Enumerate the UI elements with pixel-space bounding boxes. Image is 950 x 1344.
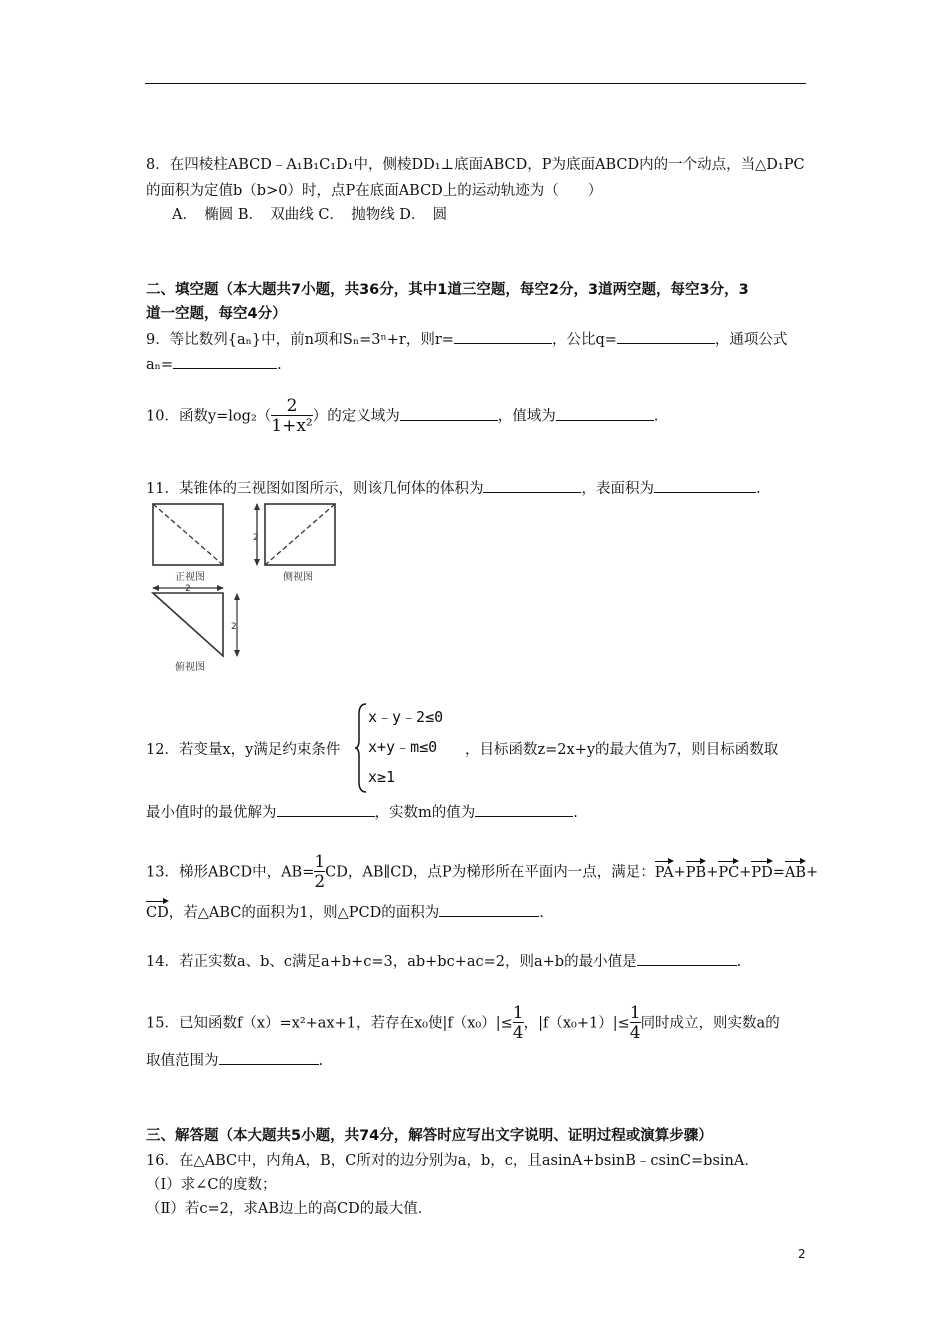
q15-line2-text: 取值范围为 — [146, 1053, 219, 1069]
q9-line1 — [146, 328, 787, 349]
q15-fraction-2 — [630, 1005, 641, 1042]
top-view-label: 俯视图 — [175, 662, 205, 673]
q16-part2: （Ⅱ）若c=2，求AB边上的高CD的最大值． — [146, 1201, 433, 1217]
q13-num: 1 — [314, 852, 326, 872]
side-dim-label: 2 — [253, 533, 259, 543]
top-height-label: 2 — [231, 622, 237, 632]
page-number: 2 — [798, 1247, 806, 1261]
q10-blank-domain[interactable] — [400, 406, 498, 421]
equals: = — [772, 864, 785, 881]
q12-blank-optimal[interactable] — [277, 802, 375, 817]
q12-end: . — [573, 805, 578, 821]
q15-num-1: 1 — [512, 1003, 524, 1023]
q13-mid: CD，AB∥CD，点P为梯形所在平面内一点，满足： — [325, 864, 655, 881]
q13-line2 — [146, 899, 544, 922]
q9-text-b: ，公比q= — [551, 332, 617, 348]
q10-mid2: ，值域为 — [497, 408, 556, 425]
q16-line1: 16．在△ABC中，内角A，B，C所对的边分别为a，b，c，且asinA+bsinB﹣csinC=bsinA． — [146, 1153, 759, 1169]
q10-end: . — [653, 408, 659, 425]
front-view-rect — [153, 504, 223, 565]
q14-line — [146, 950, 741, 971]
q13-line2-text: ，若△ABC的面积为1，则△PCD的面积为 — [168, 905, 440, 921]
q12-constraint-1: x﹣y﹣2≤0 — [368, 708, 444, 726]
q13-prefix: 13．梯形ABCD中，AB= — [146, 864, 315, 881]
front-view-dash — [153, 504, 223, 565]
vec-pa: PA — [655, 859, 674, 881]
plus-3: + — [739, 864, 752, 881]
section2-heading-line1: 二、填空题（本大题共7小题，共36分，其中1道三空题，每空2分，3道两空题，每空3分，3 — [146, 282, 749, 298]
q8-options: A． 椭圆 B． 双曲线 C． 抛物线 D． 圆 — [172, 207, 448, 223]
q15-den-1: 4 — [512, 1023, 524, 1043]
q15-end: . — [318, 1053, 324, 1069]
q9-end: . — [277, 357, 282, 373]
q14-text: 14．若正实数a、b、c满足a+b+c=3，ab+bc+ac=2，则a+b的最小值是 — [146, 954, 637, 970]
q10-line — [146, 398, 658, 435]
q9-blank-an[interactable] — [173, 354, 277, 369]
q15-den-2: 4 — [629, 1023, 641, 1043]
vec-cd: CD — [146, 899, 169, 921]
q15-mid: ，|f（x₀+1）|≤ — [523, 1015, 630, 1032]
q10-mid: ）的定义域为 — [312, 408, 400, 425]
q8-line2: 的面积为定值b（b>0）时，点P在底面ABCD上的运动轨迹为（ ） — [146, 183, 603, 199]
q9-text-a: 9．等比数列{aₙ}中，前n项和Sₙ=3ⁿ+r，则r= — [146, 332, 454, 348]
q9-text-c: ，通项公式 — [714, 332, 788, 348]
q16-part1: （Ⅰ）求∠C的度数； — [146, 1177, 277, 1193]
vec-pc: PC — [718, 859, 739, 881]
q13-line1 — [146, 854, 818, 891]
q12-constraint-3: x≥1 — [368, 768, 396, 786]
q11-blank-area[interactable] — [654, 478, 756, 493]
q11-line — [146, 477, 761, 498]
q12-blank-m[interactable] — [475, 802, 573, 817]
q13-end: . — [539, 905, 544, 921]
q13-blank-area[interactable] — [439, 902, 539, 917]
top-width-label: 2 — [185, 584, 191, 594]
q10-fraction — [271, 398, 312, 435]
q12-constraint-system — [368, 702, 443, 792]
q12-prefix: 12．若变量x，y满足约束条件 — [146, 742, 341, 758]
q12-mid: ，实数m的值为 — [374, 805, 476, 821]
q15-blank[interactable] — [219, 1050, 319, 1065]
side-view-dash — [265, 504, 335, 565]
section3-heading: 三、解答题（本大题共5小题，共74分，解答时应写出文字说明、证明过程或演算步骤） — [146, 1128, 713, 1144]
q12-line2 — [146, 801, 578, 822]
q12-constraint-2: x+y﹣m≤0 — [368, 738, 438, 756]
q8-line1: 8．在四棱柱ABCD﹣A₁B₁C₁D₁中，侧棱DD₁⊥底面ABCD，P为底面ABCD内的一个动点，当△D₁PC — [146, 157, 805, 173]
q9-an-label: aₙ= — [146, 357, 174, 373]
vec-pd: PD — [751, 859, 772, 881]
top-view-triangle — [153, 593, 223, 656]
plus-1: + — [673, 864, 686, 881]
q12-suffix: ，目标函数z=2x+y的最大值为7，则目标函数取 — [465, 742, 779, 758]
q11-mid: ，表面积为 — [581, 481, 654, 497]
q15-line1 — [146, 1005, 780, 1042]
q15-prefix: 15．已知函数f（x）=x²+ax+1，若存在x₀使|f（x₀）|≤ — [146, 1015, 513, 1032]
front-view-label: 正视图 — [175, 572, 205, 583]
header-rule — [145, 83, 806, 84]
q14-blank[interactable] — [637, 951, 737, 966]
q13-den: 2 — [314, 872, 326, 892]
side-view-label: 侧视图 — [283, 572, 313, 583]
q9-line2 — [146, 354, 282, 373]
q12-line2-text: 最小值时的最优解为 — [146, 805, 277, 821]
q11-blank-volume[interactable] — [483, 478, 581, 493]
q9-blank-q[interactable] — [617, 329, 715, 344]
q15-num-2: 1 — [629, 1003, 641, 1023]
q15-fraction-1 — [513, 1005, 524, 1042]
section2-heading-line2: 道一空题，每空4分） — [146, 306, 287, 322]
q13-fraction — [314, 854, 325, 891]
q11-text: 11．某锥体的三视图如图所示，则该几何体的体积为 — [146, 481, 484, 497]
vec-ab: AB — [785, 859, 806, 881]
q15-line2 — [146, 1049, 323, 1070]
q10-blank-range[interactable] — [556, 406, 654, 421]
vec-pb: PB — [686, 859, 706, 881]
plus-4: + — [806, 864, 819, 881]
side-view-rect — [265, 504, 335, 565]
three-view-figure — [145, 500, 345, 675]
plus-2: + — [706, 864, 719, 881]
q14-end: . — [736, 954, 742, 970]
q10-num: 2 — [286, 396, 298, 416]
q9-blank-r[interactable] — [454, 329, 552, 344]
q15-suffix: 同时成立，则实数a的 — [640, 1015, 780, 1032]
q10-prefix: 10．函数y=log₂（ — [146, 408, 272, 425]
q12-brace — [354, 702, 368, 794]
q10-den: 1+x² — [271, 416, 313, 436]
q11-end: . — [755, 481, 761, 497]
